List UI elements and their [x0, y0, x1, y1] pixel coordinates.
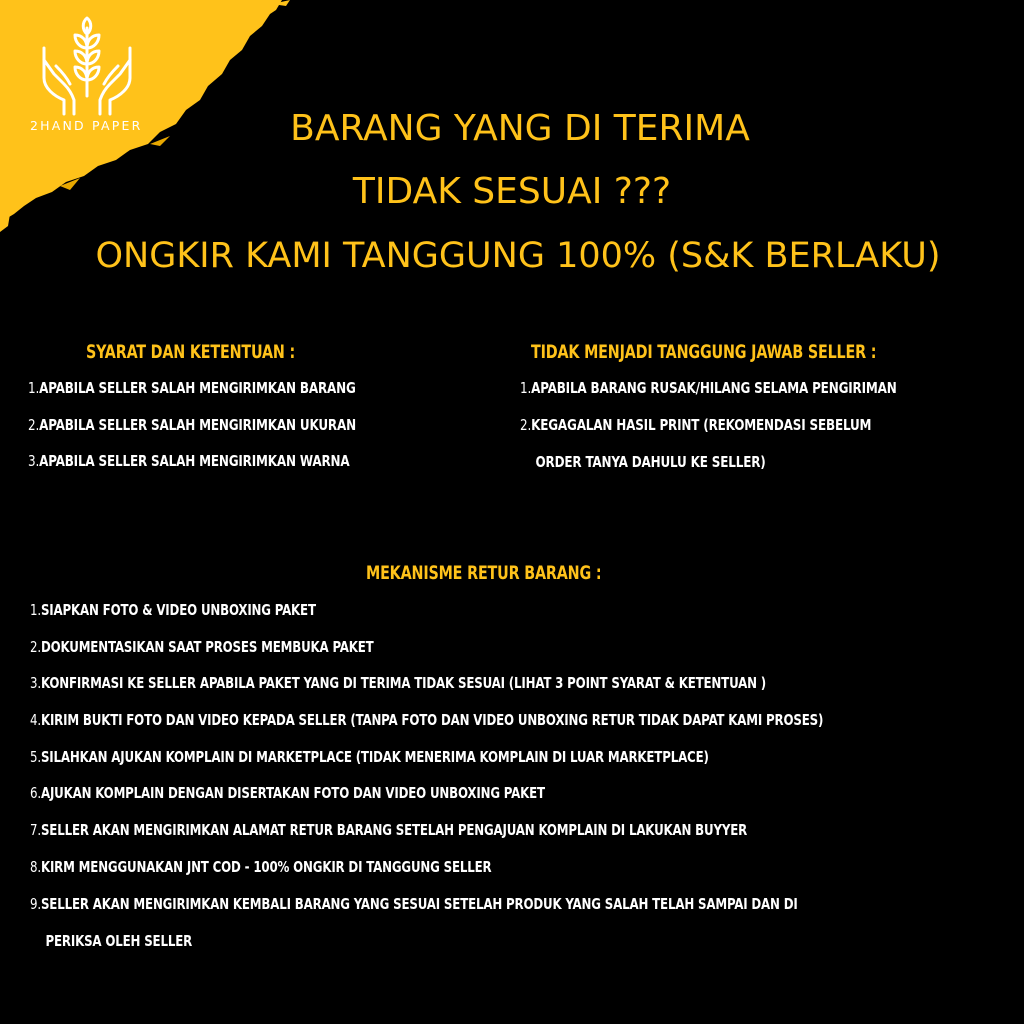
list-item: 9.SELLER AKAN MENGIRIMKAN KEMBALI BARANG YANG SESUAI SETELAH PRODUK YANG SALAH TELAH SAMPAI DAN DI PERIKSA OLEH SELLER: [30, 894, 798, 950]
list-item: 2.APABILA SELLER SALAH MENGIRIMKAN UKURAN: [28, 415, 356, 434]
list-item: 4.KIRIM BUKTI FOTO DAN VIDEO KEPADA SELLER (TANPA FOTO DAN VIDEO UNBOXING RETUR TIDAK DAPAT KAMI PROSES): [30, 711, 824, 730]
syarat-list: [28, 376, 409, 486]
list-item: 3.KONFIRMASI KE SELLER APABILA PAKET YANG DI TERIMA TIDAK SESUAI (LIHAT 3 POINT SYARAT & KETENTUAN ): [30, 674, 767, 693]
retur-list: [30, 598, 952, 966]
list-item: 1.APABILA SELLER SALAH MENGIRIMKAN BARANG: [28, 379, 356, 397]
list-item: 6.AJUKAN KOMPLAIN DENGAN DISERTAKAN FOTO DAN VIDEO UNBOXING PAKET: [30, 784, 545, 803]
list-item: 2.DOKUMENTASIKAN SAAT PROSES MEMBUKA PAKET: [30, 637, 374, 656]
list-item: 1.SIAPKAN FOTO & VIDEO UNBOXING PAKET: [30, 601, 316, 619]
list-item: 2.KEGAGALAN HASIL PRINT (REKOMENDASI SEBELUM ORDER TANYA DAHULU KE SELLER): [520, 415, 872, 471]
headline-line-2: TIDAK SESUAI ???: [352, 171, 672, 212]
list-item: 3.APABILA SELLER SALAH MENGIRIMKAN WARNA: [28, 452, 350, 470]
hands-wheat-icon: [34, 8, 140, 118]
list-item: 7.SELLER AKAN MENGIRIMKAN ALAMAT RETUR BARANG SETELAH PENGAJUAN KOMPLAIN DI LAKUKAN BUYYER: [30, 821, 748, 840]
brand-name: 2HAND PAPER: [30, 118, 143, 133]
list-item: 1.APABILA BARANG RUSAK/HILANG SELAMA PENGIRIMAN: [520, 379, 897, 397]
tidak-tanggung-title: TIDAK MENJADI TANGGUNG JAWAB SELLER :: [531, 342, 877, 363]
list-item: 5.SILAHKAN AJUKAN KOMPLAIN DI MARKETPLACE (TIDAK MENERIMA KOMPLAIN DI LUAR MARKETPLACE): [30, 747, 709, 766]
retur-title: MEKANISME RETUR BARANG :: [366, 563, 602, 584]
headline-line-1: BARANG YANG DI TERIMA: [290, 108, 750, 149]
tidak-tanggung-list: [520, 376, 958, 487]
list-item: 8.KIRM MENGGUNAKAN JNT COD - 100% ONGKIR DI TANGGUNG SELLER: [30, 857, 492, 876]
headline-line-3: ONGKIR KAMI TANGGUNG 100% (S&K BERLAKU): [95, 236, 941, 276]
syarat-title: SYARAT DAN KETENTUAN :: [86, 342, 296, 363]
